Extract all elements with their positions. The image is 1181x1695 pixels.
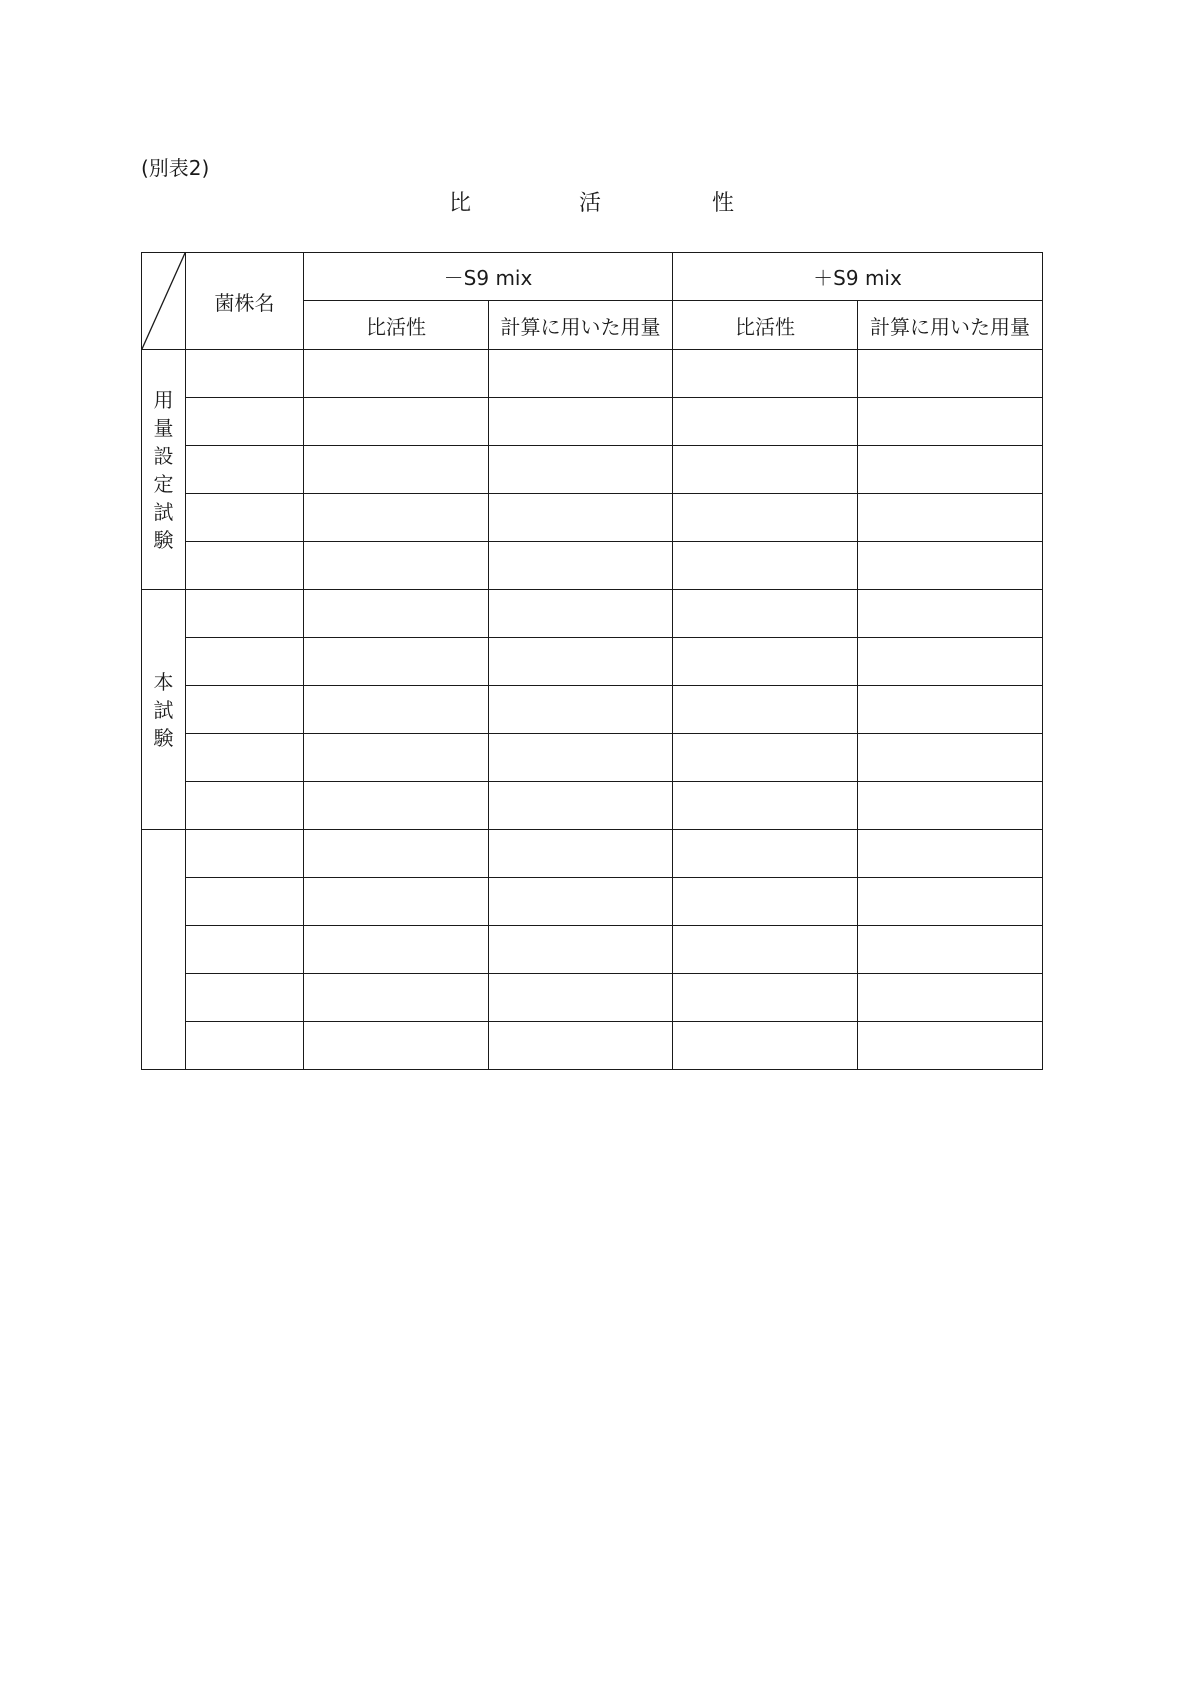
plus-specific-activity-cell bbox=[673, 734, 858, 782]
minus-dose-cell bbox=[489, 1022, 673, 1070]
strain-cell bbox=[186, 398, 304, 446]
strain-cell bbox=[186, 350, 304, 398]
strain-cell bbox=[186, 1022, 304, 1070]
strain-cell bbox=[186, 638, 304, 686]
title-char-3: 性 bbox=[712, 191, 735, 216]
plus-dose-cell bbox=[858, 734, 1043, 782]
plus-dose-cell bbox=[858, 590, 1043, 638]
strain-cell bbox=[186, 542, 304, 590]
plus-dose-cell bbox=[858, 638, 1043, 686]
minus-dose-cell bbox=[489, 590, 673, 638]
table-row bbox=[142, 542, 1043, 590]
minus-dose-cell bbox=[489, 974, 673, 1022]
table-row bbox=[142, 590, 1043, 638]
table-row bbox=[142, 686, 1043, 734]
minus-dose-cell bbox=[489, 398, 673, 446]
group-label: 本試験 bbox=[153, 669, 174, 750]
plus-specific-activity-cell bbox=[673, 686, 858, 734]
table-row bbox=[142, 974, 1043, 1022]
plus-specific-activity-cell bbox=[673, 398, 858, 446]
group-label: 用量設定試験 bbox=[153, 387, 174, 552]
table-row bbox=[142, 350, 1043, 398]
table-row bbox=[142, 734, 1043, 782]
minus-dose-cell bbox=[489, 638, 673, 686]
minus-specific-activity-cell bbox=[304, 1022, 489, 1070]
minus-dose-cell bbox=[489, 782, 673, 830]
minus-specific-activity-cell bbox=[304, 734, 489, 782]
strain-cell bbox=[186, 974, 304, 1022]
table-row bbox=[142, 638, 1043, 686]
minus-specific-activity-cell bbox=[304, 542, 489, 590]
minus-dose-cell bbox=[489, 734, 673, 782]
minus-specific-activity-cell bbox=[304, 638, 489, 686]
title-char-2: 活 bbox=[579, 191, 602, 216]
minus-specific-activity-cell bbox=[304, 782, 489, 830]
table-row bbox=[142, 398, 1043, 446]
plus-specific-activity-cell bbox=[673, 974, 858, 1022]
plus-specific-activity-cell bbox=[673, 926, 858, 974]
plus-dose-cell bbox=[858, 782, 1043, 830]
minus-specific-activity-cell bbox=[304, 590, 489, 638]
plus-dose-cell bbox=[858, 878, 1043, 926]
minus-s9-mix-header: －S9 mix bbox=[304, 253, 673, 301]
plus-dose-cell bbox=[858, 446, 1043, 494]
minus-dose-cell bbox=[489, 494, 673, 542]
plus-dose-cell bbox=[858, 1022, 1043, 1070]
plus-specific-activity-cell bbox=[673, 494, 858, 542]
minus-dose-cell bbox=[489, 446, 673, 494]
minus-specific-activity-cell bbox=[304, 974, 489, 1022]
table-row bbox=[142, 446, 1043, 494]
strain-cell bbox=[186, 686, 304, 734]
minus-dose-used-header: 計算に用いた用量 bbox=[489, 301, 673, 350]
strain-cell bbox=[186, 782, 304, 830]
minus-specific-activity-header: 比活性 bbox=[304, 301, 489, 350]
minus-specific-activity-cell bbox=[304, 830, 489, 878]
table-row bbox=[142, 830, 1043, 878]
minus-dose-cell bbox=[489, 926, 673, 974]
plus-dose-cell bbox=[858, 350, 1043, 398]
plus-specific-activity-cell bbox=[673, 1022, 858, 1070]
plus-dose-used-header: 計算に用いた用量 bbox=[858, 301, 1043, 350]
plus-dose-cell bbox=[858, 926, 1043, 974]
table-row bbox=[142, 782, 1043, 830]
minus-specific-activity-cell bbox=[304, 350, 489, 398]
title-char-1: 比 bbox=[449, 191, 472, 216]
table-row bbox=[142, 926, 1043, 974]
plus-s9-mix-header: ＋S9 mix bbox=[673, 253, 1043, 301]
strain-cell bbox=[186, 590, 304, 638]
plus-dose-cell bbox=[858, 974, 1043, 1022]
strain-cell bbox=[186, 734, 304, 782]
minus-specific-activity-cell bbox=[304, 926, 489, 974]
diagonal-line bbox=[142, 253, 185, 349]
table-row bbox=[142, 1022, 1043, 1070]
plus-dose-cell bbox=[858, 398, 1043, 446]
minus-dose-cell bbox=[489, 542, 673, 590]
minus-dose-cell bbox=[489, 878, 673, 926]
table-row bbox=[142, 494, 1043, 542]
plus-dose-cell bbox=[858, 830, 1043, 878]
plus-specific-activity-cell bbox=[673, 782, 858, 830]
specific-activity-table bbox=[141, 252, 1043, 1070]
strain-cell bbox=[186, 926, 304, 974]
group-label-cell bbox=[142, 830, 186, 1070]
minus-dose-cell bbox=[489, 350, 673, 398]
plus-specific-activity-cell bbox=[673, 638, 858, 686]
strain-name-header: 菌株名 bbox=[186, 253, 304, 350]
plus-specific-activity-cell bbox=[673, 350, 858, 398]
table-number-label: (別表2) bbox=[141, 156, 210, 180]
plus-specific-activity-cell bbox=[673, 590, 858, 638]
plus-specific-activity-header: 比活性 bbox=[673, 301, 858, 350]
group-label-cell bbox=[142, 350, 186, 590]
plus-dose-cell bbox=[858, 494, 1043, 542]
plus-specific-activity-cell bbox=[673, 830, 858, 878]
table-row bbox=[142, 878, 1043, 926]
corner-diagonal-cell bbox=[142, 253, 186, 350]
minus-specific-activity-cell bbox=[304, 446, 489, 494]
strain-cell bbox=[186, 494, 304, 542]
plus-specific-activity-cell bbox=[673, 878, 858, 926]
header-row-1 bbox=[142, 253, 1043, 301]
plus-specific-activity-cell bbox=[673, 446, 858, 494]
minus-specific-activity-cell bbox=[304, 878, 489, 926]
minus-dose-cell bbox=[489, 686, 673, 734]
strain-cell bbox=[186, 446, 304, 494]
minus-specific-activity-cell bbox=[304, 494, 489, 542]
strain-cell bbox=[186, 878, 304, 926]
minus-specific-activity-cell bbox=[304, 686, 489, 734]
document-title bbox=[0, 186, 1181, 216]
group-label-cell bbox=[142, 590, 186, 830]
minus-specific-activity-cell bbox=[304, 398, 489, 446]
plus-specific-activity-cell bbox=[673, 542, 858, 590]
plus-dose-cell bbox=[858, 542, 1043, 590]
strain-cell bbox=[186, 830, 304, 878]
plus-dose-cell bbox=[858, 686, 1043, 734]
minus-dose-cell bbox=[489, 830, 673, 878]
